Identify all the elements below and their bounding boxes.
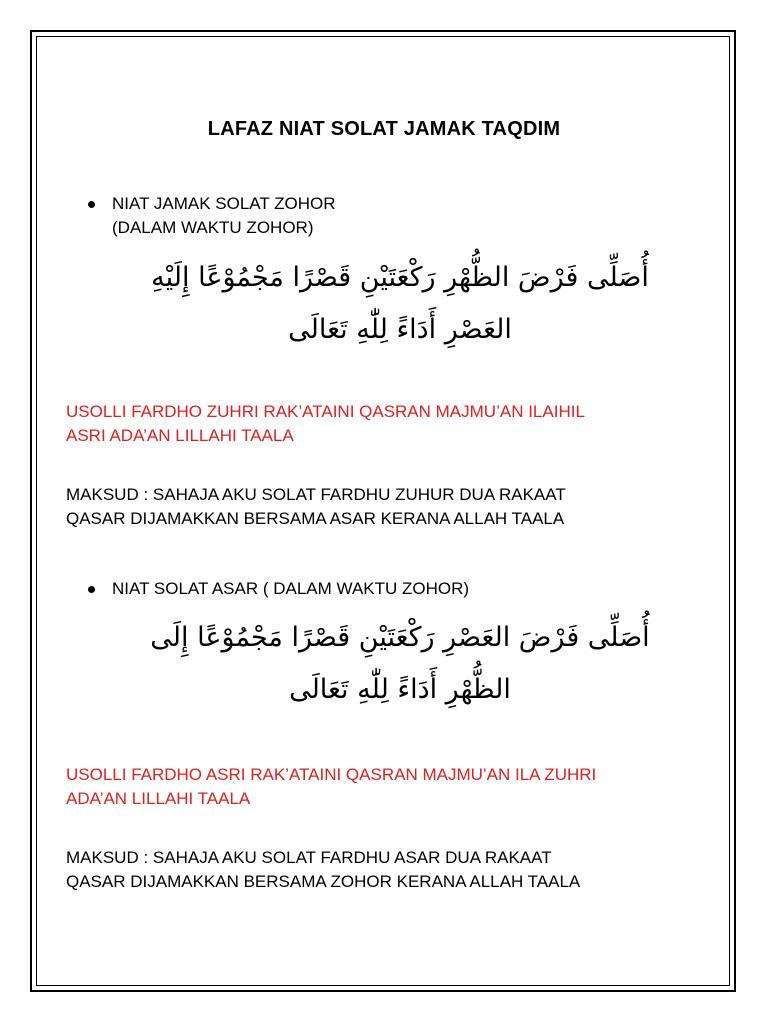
section-1-heading: [88, 192, 688, 242]
section-1-meaning: [66, 483, 566, 531]
document-title: LAFAZ NIAT SOLAT JAMAK TAQDIM: [207, 118, 561, 140]
section-1-arabic-line-2: العَصْرِ أَدَاءً لِلّٰهِ تَعَالَى: [288, 314, 512, 345]
bullet-icon: [88, 586, 95, 593]
section-1-meaning-line-2: QASAR DIJAMAKKAN BERSAMA ASAR KERANA ALLAH TAALA: [66, 509, 565, 528]
section-1-transliteration-line-1: USOLLI FARDHO ZUHRI RAK’ATAINI QASRAN MAJMU’AN ILAIHIL: [66, 402, 585, 421]
bullet-icon: [88, 201, 95, 208]
section-1-meaning-line-1: MAKSUD : SAHAJA AKU SOLAT FARDHU ZUHUR DUA RAKAAT: [66, 485, 566, 504]
section-2-meaning-line-1: MAKSUD : SAHAJA AKU SOLAT FARDHU ASAR DUA RAKAAT: [66, 848, 552, 867]
section-1-arabic-line-1: أُصَلِّى فَرْضَ الظُّهْرِ رَكْعَتَيْنِ قَصْرًا مَجْمُوْعًا إِلَيْهِ: [151, 262, 649, 293]
section-2-arabic-line-1: أُصَلِّى فَرْضَ العَصْرِ رَكْعَتَيْنِ قَصْرًا مَجْمُوْعًا إِلَى: [150, 622, 650, 653]
section-2-heading: [88, 577, 688, 603]
section-2-transliteration: [66, 763, 596, 811]
section-2-arabic-text: [100, 612, 700, 716]
section-1-transliteration: [66, 400, 585, 448]
section-2-arabic-line-2: الظُّهْرِ أَدَاءً لِلّٰهِ تَعَالَى: [289, 674, 511, 705]
section-2-heading-line-1: NIAT SOLAT ASAR ( DALAM WAKTU ZOHOR): [112, 579, 470, 598]
section-2-transliteration-line-2: ADA’AN LILLAHI TAALA: [66, 789, 251, 808]
section-1-heading-line-2: (DALAM WAKTU ZOHOR): [112, 218, 314, 237]
section-1-transliteration-line-2: ASRI ADA’AN LILLAHI TAALA: [66, 426, 294, 445]
section-1-heading-line-1: NIAT JAMAK SOLAT ZOHOR: [112, 194, 336, 213]
section-2-meaning: [66, 846, 580, 894]
section-2-meaning-line-2: QASAR DIJAMAKKAN BERSAMA ZOHOR KERANA ALLAH TAALA: [66, 872, 581, 891]
section-1-arabic-text: [100, 252, 700, 356]
section-2-transliteration-line-1: USOLLI FARDHO ASRI RAK’ATAINI QASRAN MAJMU’AN ILA ZUHRI: [66, 765, 597, 784]
